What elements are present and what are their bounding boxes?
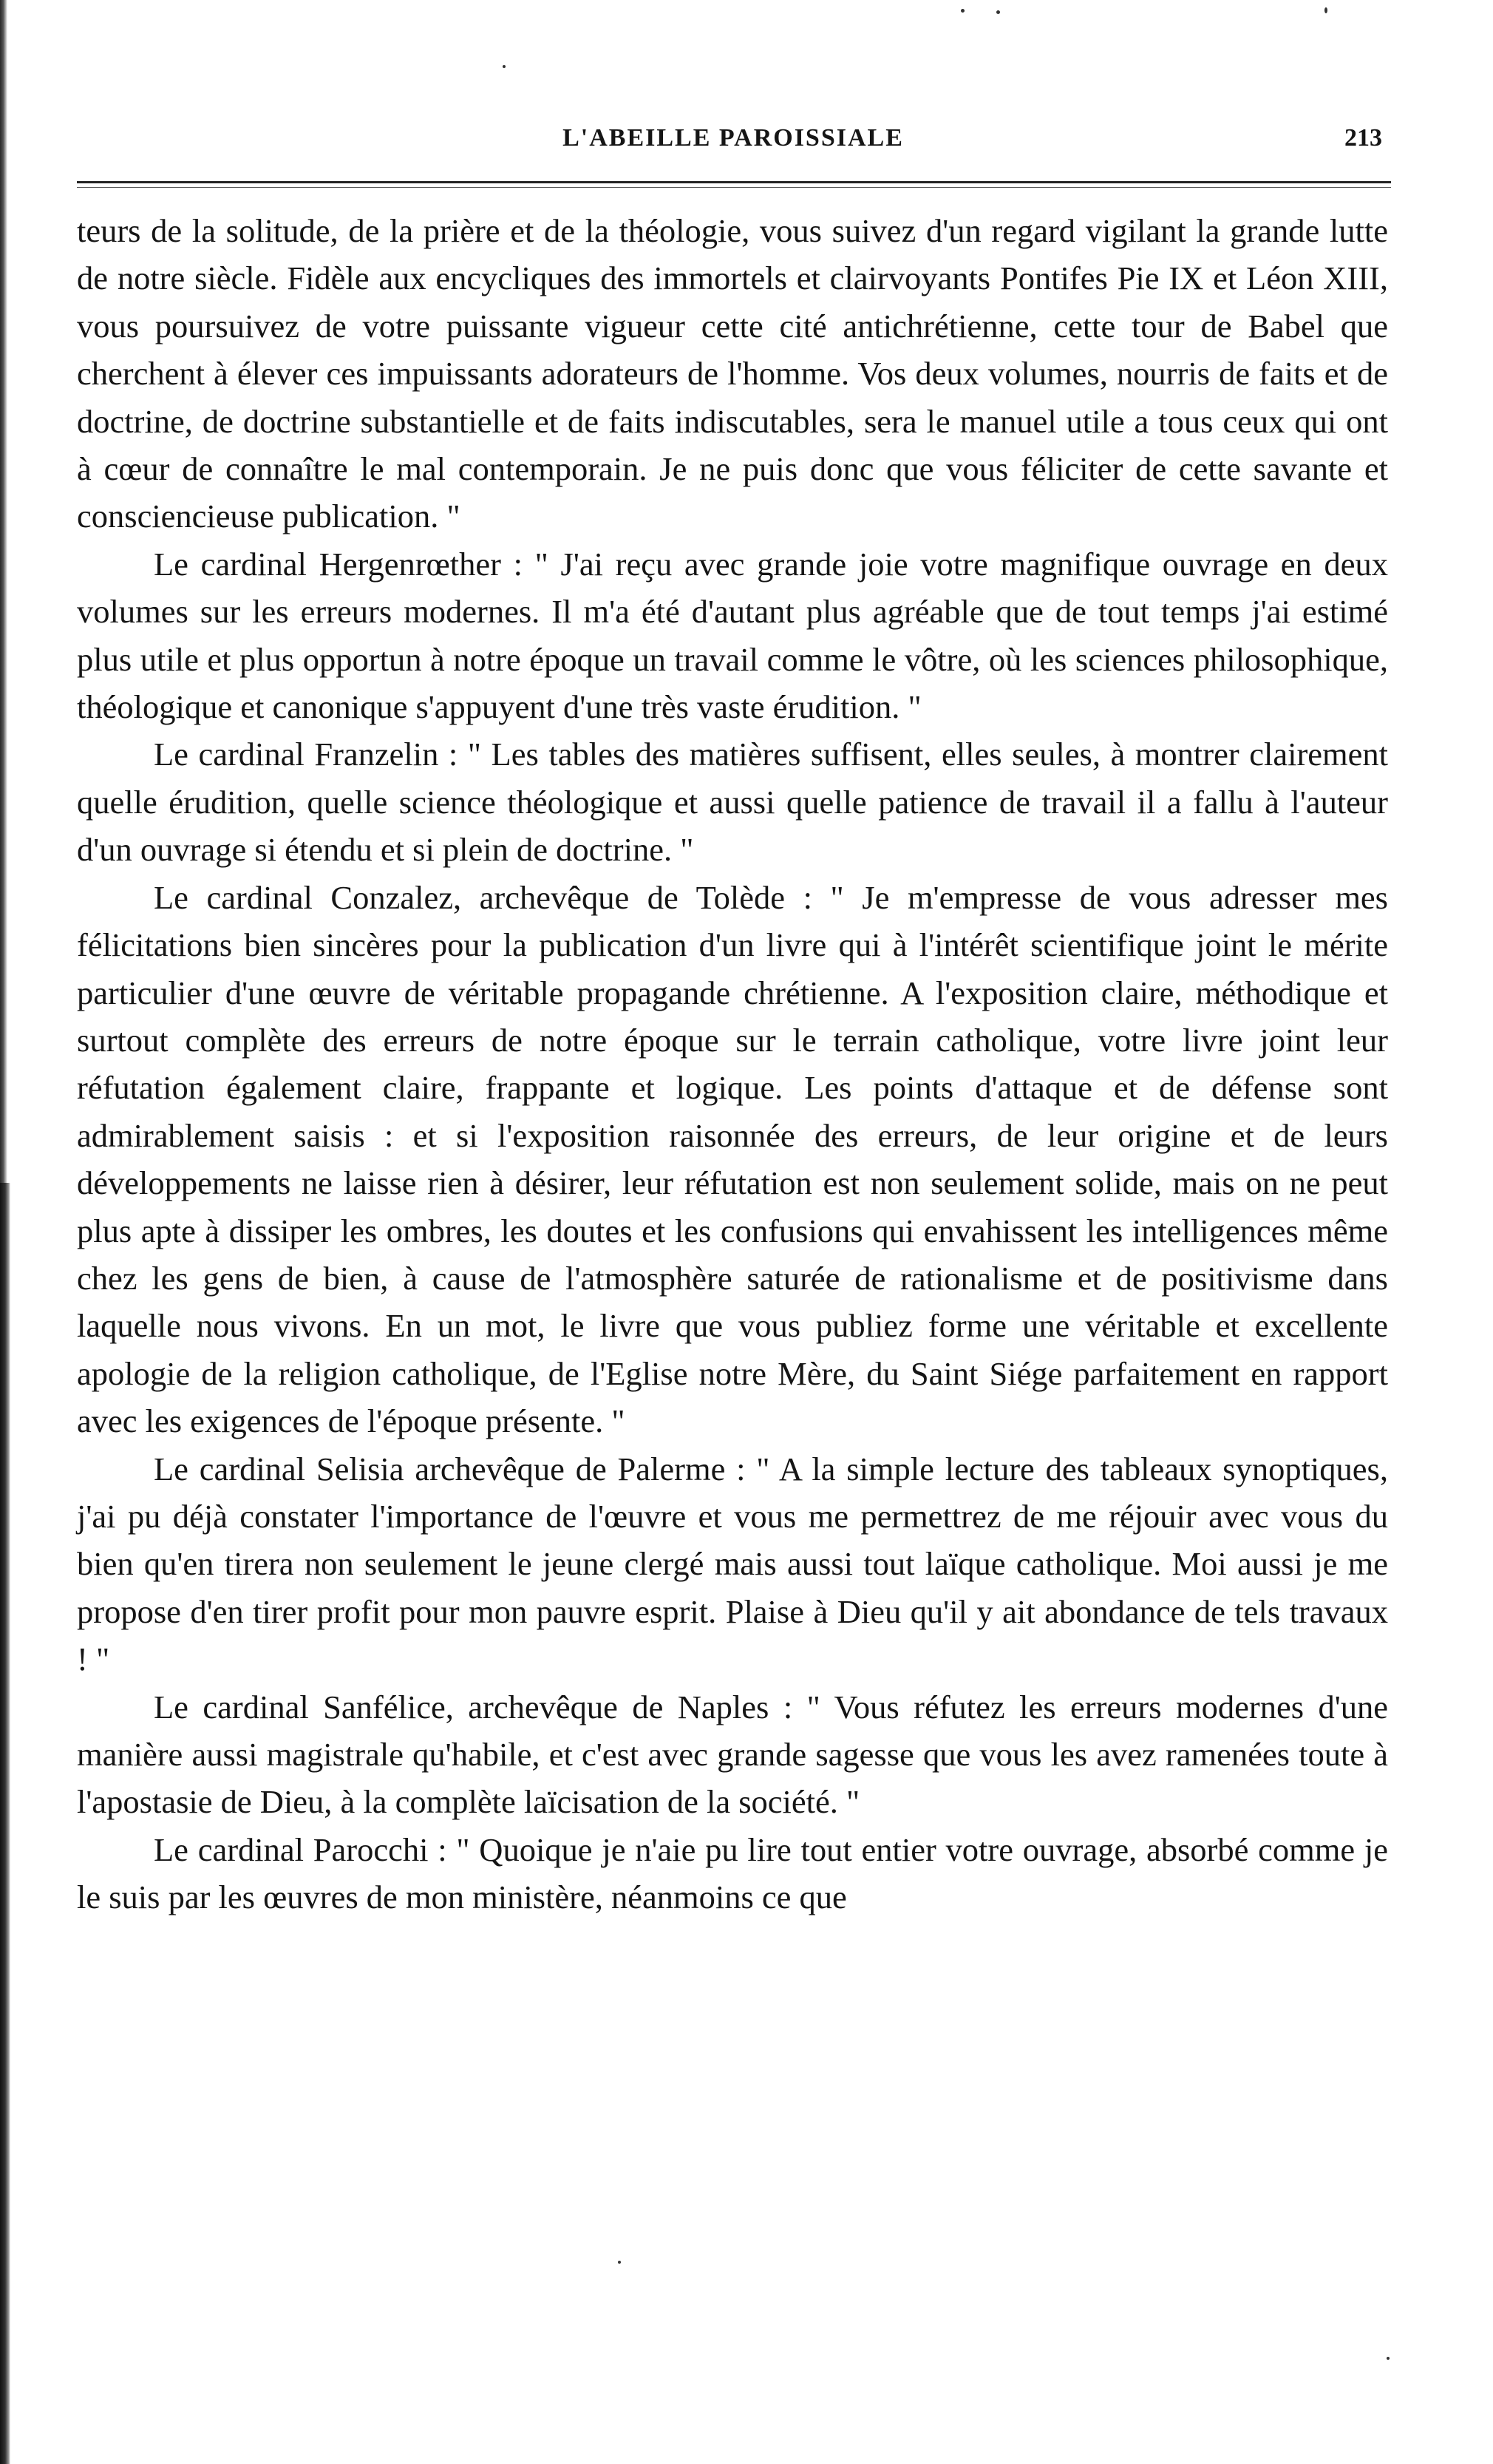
page-gutter-shadow-lower [0, 1183, 10, 2464]
paragraph: Le cardinal Hergenrœther : " J'ai reçu avec grande joie votre magnifique ouvrage en deux volumes sur les erreurs modernes. Il m'a été d'autant plus agréable que de tout temps j'ai estimé plus utile et plus opportun à notre époque un travail comme le vôtre, où les sciences philosophique, théologique et canonique s'appuyent d'une très vaste érudition. " [77, 545, 1388, 726]
header-rule [77, 181, 1391, 188]
print-speck [996, 10, 1000, 14]
paragraph: Le cardinal Franzelin : " Les tables des matières suffisent, elles seules, à montrer clairement quelle érudition, quelle science théologique et aussi quelle patience de travail il a fallu à l'auteur d'un ouvrage si étendu et si plein de doctrine. " [77, 736, 1388, 869]
running-header [77, 118, 1390, 163]
print-speck [1387, 2357, 1390, 2360]
print-speck [1324, 7, 1327, 13]
page-number: 213 [1344, 124, 1382, 152]
paragraph: Le cardinal Conzalez, archevêque de Tolède : " Je m'empresse de vous adresser mes félicitations bien sincères pour la publication d'un livre qui à l'intérêt scientifique joint le mérite particulier d'une œuvre de véritable propagande chrétienne. A l'exposition claire, méthodique et surtout complète des erreurs de notre époque sur le terrain catholique, votre livre joint leur réfutation également claire, frappante et logique. Les points d'attaque et de défense sont admirablement saisis : et si l'exposition raisonnée des erreurs, de leur origine et de leurs développements ne laisse rien à désirer, leur réfutation est non seulement solide, mais on ne peut plus apte à dissiper les ombres, les doutes et les confusions qui envahissent les intelligences même chez les gens de bien, à cause de l'atmosphère saturée de rationalisme et de positivisme dans laquelle nous vivons. En un mot, le livre que vous publiez forme une véritable et excellente apologie de la religion catholique, de l'Eglise notre Mère, du Saint Siége parfaitement en rapport avec les exigences de l'époque présente. " [77, 878, 1388, 1440]
body-text [77, 207, 1388, 1921]
print-speck [618, 2261, 621, 2264]
running-title: L'ABEILLE PAROISSIALE [562, 124, 904, 152]
paragraph: Le cardinal Parocchi : " Quoique je n'aie pu lire tout entier votre ouvrage, absorbé comme je le suis par les œuvres de mon ministère, néanmoins ce que [77, 1830, 1388, 1916]
paragraph: Le cardinal Selisia archevêque de Palerme : " A la simple lecture des tableaux synoptiques, j'ai pu déjà constater l'importance de l'œuvre et vous me permettrez de me réjouir avec vous du bien qu'en tirera non seulement le jeune clergé mais aussi tout laïque catholique. Moi aussi je me propose d'en tirer profit pour mon pauvre esprit. Plaise à Dieu qu'il y ait abondance de tels travaux ! " [77, 1450, 1388, 1678]
print-speck [503, 65, 506, 68]
paragraph: teurs de la solitude, de la prière et de la théologie, vous suivez d'un regard vigilant la grande lutte de notre siècle. Fidèle aux encycliques des immortels et clairvoyants Pontifes Pie IX et Léon XIII, vous poursuivez de votre puissante vigueur cette cité antichrétienne, cette tour de Babel que cherchent à élever ces impuissants adorateurs de l'homme. Vos deux volumes, nourris de faits et de doctrine, de doctrine substantielle et de faits indiscutables, sera le manuel utile a tous ceux qui ont à cœur de connaître le mal contemporain. Je ne puis donc que vous féliciter de cette savante et consciencieuse publication. " [77, 212, 1388, 535]
paragraph: Le cardinal Sanfélice, archevêque de Naples : " Vous réfutez les erreurs modernes d'une manière aussi magistrale qu'habile, et c'est avec grande sagesse que vous les avez ramenées toute à l'apostasie de Dieu, à la complète laïcisation de la société. " [77, 1688, 1388, 1821]
print-speck [961, 9, 965, 13]
